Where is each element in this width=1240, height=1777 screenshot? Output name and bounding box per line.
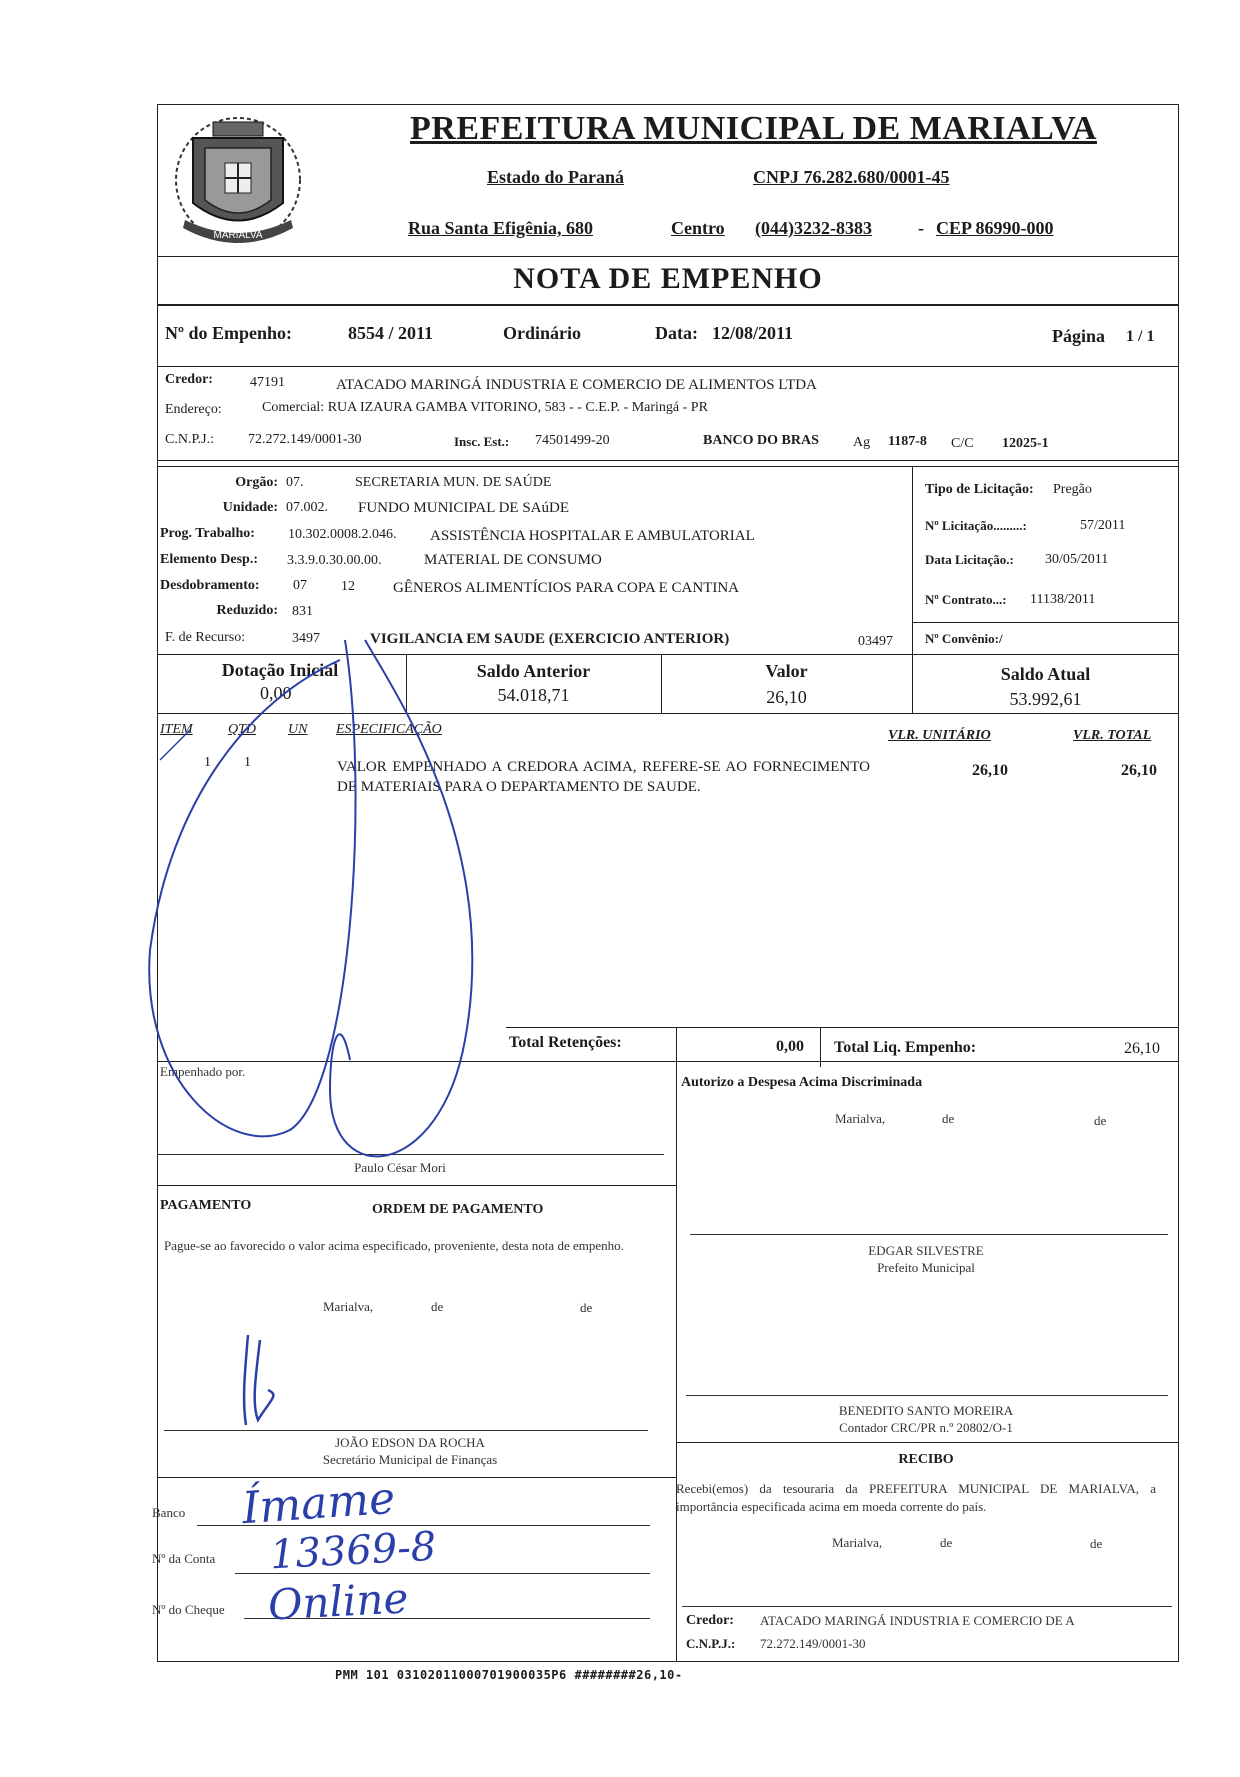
dotacao-value: 0,00: [260, 683, 292, 703]
reduzido-label: Reduzido:: [216, 603, 278, 618]
cheque-handwritten: Online: [266, 1573, 410, 1630]
header-dash: -: [918, 218, 924, 238]
reduzido-value: 831: [292, 604, 313, 619]
orgao-label: Orgão:: [235, 475, 278, 490]
elemento-desc: MATERIAL DE CONSUMO: [424, 552, 602, 568]
retencoes-label: Total Retenções:: [509, 1034, 622, 1051]
recibo-credor-label: Credor:: [686, 1613, 734, 1628]
autorizo-city: Marialva,: [835, 1111, 886, 1126]
dotacao-label: Dotação Inicial: [221, 660, 339, 680]
orgao-code: 07.: [286, 475, 304, 490]
num-licitacao-label: Nº Licitação.........:: [925, 518, 1027, 533]
autorizo-de2: de: [1094, 1113, 1107, 1128]
unidade-desc: FUNDO MUNICIPAL DE SAúDE: [358, 500, 569, 516]
recibo-text: Recebi(emos) da tesouraria da PREFEITURA MUNICIPAL DE MARIALVA, a importância especificada acima em moeda corrente do país.: [676, 1481, 1156, 1514]
recurso-desc: VIGILANCIA EM SAUDE (EXERCICIO ANTERIOR): [370, 631, 730, 647]
pagamento-city: Marialva,: [323, 1299, 374, 1314]
tipo-licitacao-label: Tipo de Licitação:: [925, 482, 1034, 497]
empenho-number: 8554 / 2011: [348, 323, 434, 343]
insc-value: 74501499-20: [535, 433, 610, 448]
tipo-licitacao: Pregão: [1053, 482, 1092, 497]
cc-label: C/C: [951, 436, 974, 451]
credor-label: Credor:: [165, 372, 213, 387]
recurso-code: 3497: [292, 631, 320, 646]
item-qty: 1: [244, 755, 251, 770]
page-number: 1 / 1: [1126, 328, 1155, 345]
ordem-pagamento-label: ORDEM DE PAGAMENTO: [372, 1202, 544, 1217]
desdobramento-label: Desdobramento:: [160, 578, 260, 593]
data-licitacao-label: Data Licitação.:: [925, 552, 1014, 567]
city-hall-title: PREFEITURA MUNICIPAL DE MARIALVA: [410, 110, 1097, 147]
state-name: Estado do Paraná: [487, 167, 625, 187]
header-street: Rua Santa Efigênia, 680: [408, 218, 594, 238]
item-number: 1: [204, 755, 211, 770]
banco-label: Banco: [152, 1505, 186, 1520]
data-licitacao: 30/05/2011: [1045, 552, 1109, 567]
insc-label: Insc. Est.:: [454, 434, 510, 449]
conta-handwritten: 13369-8: [268, 1523, 438, 1579]
empenhado-label: Empenhado por.: [160, 1064, 246, 1079]
saldo-anterior-value: 54.018,71: [497, 685, 570, 705]
ag-label: Ag: [853, 435, 871, 450]
col-un: UN: [288, 722, 308, 737]
col-qtd: QTD: [228, 722, 257, 737]
prog-desc: ASSISTÊNCIA HOSPITALAR E AMBULATORIAL: [430, 528, 755, 544]
convenio-label: Nº Convênio:/: [925, 631, 1003, 646]
recurso-number: 03497: [858, 634, 893, 649]
header-cnpj: CNPJ 76.282.680/0001-45: [753, 167, 950, 187]
saldo-atual-value: 53.992,61: [1009, 689, 1082, 709]
empenho-type: Ordinário: [503, 323, 582, 343]
recurso-label: F. de Recurso:: [165, 630, 246, 645]
document-title: NOTA DE EMPENHO: [513, 262, 823, 295]
empenho-date: 12/08/2011: [712, 323, 794, 343]
recibo-cnpj-label: C.N.P.J.:: [686, 1636, 736, 1651]
valor-label: Valor: [765, 661, 808, 681]
pagamento-de1: de: [431, 1299, 444, 1314]
col-unit-price: VLR. UNITÁRIO: [888, 728, 991, 743]
credor-code: 47191: [250, 375, 285, 390]
contador-name: BENEDITO SANTO MOREIRA: [838, 1403, 1014, 1418]
barcode-text: PMM 101 03102011000701900035P6 ########26,10-: [335, 1668, 683, 1682]
credor-cnpj: 72.272.149/0001-30: [248, 432, 362, 447]
recibo-cnpj: 72.272.149/0001-30: [760, 1636, 866, 1651]
desdobramento-b: 12: [341, 579, 355, 594]
item-unit-value: 26,10: [972, 762, 1008, 779]
recibo-city: Marialva,: [832, 1535, 883, 1550]
orgao-desc: SECRETARIA MUN. DE SAÚDE: [355, 475, 552, 490]
pagamento-de2: de: [580, 1300, 593, 1315]
recibo-de2: de: [1090, 1536, 1103, 1551]
credor-cnpj-label: C.N.P.J.:: [165, 432, 215, 447]
num-licitacao: 57/2011: [1080, 518, 1126, 533]
recibo-label: RECIBO: [898, 1452, 954, 1467]
autorizo-label: Autorizo a Despesa Acima Discriminada: [681, 1075, 923, 1090]
page-label: Página: [1052, 326, 1106, 346]
contador-role: Contador CRC/PR n.º 20802/O-1: [839, 1420, 1013, 1435]
col-item: ITEM: [160, 722, 193, 737]
valor-value: 26,10: [766, 687, 807, 707]
prefeito-name: EDGAR SILVESTRE: [868, 1243, 984, 1258]
financas-signer: JOÃO EDSON DA ROCHA: [335, 1435, 485, 1450]
cheque-label: Nº do Cheque: [152, 1602, 225, 1617]
contrato-value: 11138/2011: [1030, 592, 1096, 607]
empenhado-signer: Paulo César Mori: [354, 1160, 446, 1175]
cc-value: 12025-1: [1002, 436, 1049, 451]
ag-value: 1187-8: [888, 434, 927, 449]
item-specification: VALOR EMPENHADO A CREDORA ACIMA, REFERE-SE AO FORNECIMENTO DE MATERIAIS PARA O DEPARTAMENTO DE SAUDE.: [337, 759, 870, 795]
recibo-credor: ATACADO MARINGÁ INDUSTRIA E COMERCIO DE A: [760, 1613, 1075, 1628]
elemento-code: 3.3.9.0.30.00.00.: [287, 553, 382, 568]
item-total-value: 26,10: [1121, 762, 1157, 779]
prefeito-role: Prefeito Municipal: [877, 1260, 975, 1275]
saldo-atual-label: Saldo Atual: [1000, 664, 1091, 684]
prog-label: Prog. Trabalho:: [160, 526, 255, 541]
credor-name: ATACADO MARINGÁ INDUSTRIA E COMERCIO DE ALIMENTOS LTDA: [336, 377, 817, 393]
col-total: VLR. TOTAL: [1073, 728, 1152, 743]
retencoes-value: 0,00: [776, 1038, 804, 1055]
unidade-label: Unidade:: [222, 500, 278, 515]
saldo-anterior-label: Saldo Anterior: [476, 661, 591, 681]
bank-name: BANCO DO BRAS: [703, 433, 819, 448]
autorizo-de1: de: [942, 1111, 955, 1126]
empenho-date-label: Data:: [655, 323, 698, 343]
elemento-label: Elemento Desp.:: [160, 552, 258, 567]
endereco-value: Comercial: RUA IZAURA GAMBA VITORINO, 583 - - C.E.P. - Maringá - PR: [262, 400, 708, 415]
svg-text:MARIALVA: MARIALVA: [213, 230, 263, 241]
header-district: Centro: [671, 218, 725, 238]
empenho-number-label: Nº do Empenho:: [165, 323, 292, 343]
unidade-code: 07.002.: [286, 500, 328, 515]
prog-code: 10.302.0008.2.046.: [288, 527, 397, 542]
financas-role: Secretário Municipal de Finanças: [322, 1452, 498, 1467]
endereco-label: Endereço:: [165, 402, 222, 417]
total-liq-value: 26,10: [1124, 1040, 1160, 1057]
header-cep: CEP 86990-000: [936, 218, 1054, 238]
banco-handwritten: Ímame: [240, 1472, 397, 1535]
contrato-label: Nº Contrato...:: [925, 592, 1007, 607]
recibo-de1: de: [940, 1535, 953, 1550]
desdobramento-desc: GÊNEROS ALIMENTÍCIOS PARA COPA E CANTINA: [393, 580, 740, 596]
pagamento-text: Pague-se ao favorecido o valor acima especificado, proveniente, desta nota de empenho.: [164, 1238, 624, 1253]
pagamento-label: PAGAMENTO: [160, 1198, 252, 1213]
total-liq-label: Total Liq. Empenho:: [834, 1039, 977, 1056]
desdobramento-a: 07: [293, 578, 307, 593]
col-spec: ESPECIFICAÇÃO: [336, 722, 442, 737]
header-phone: (044)3232-8383: [755, 218, 872, 238]
conta-label: Nº da Conta: [152, 1551, 216, 1566]
